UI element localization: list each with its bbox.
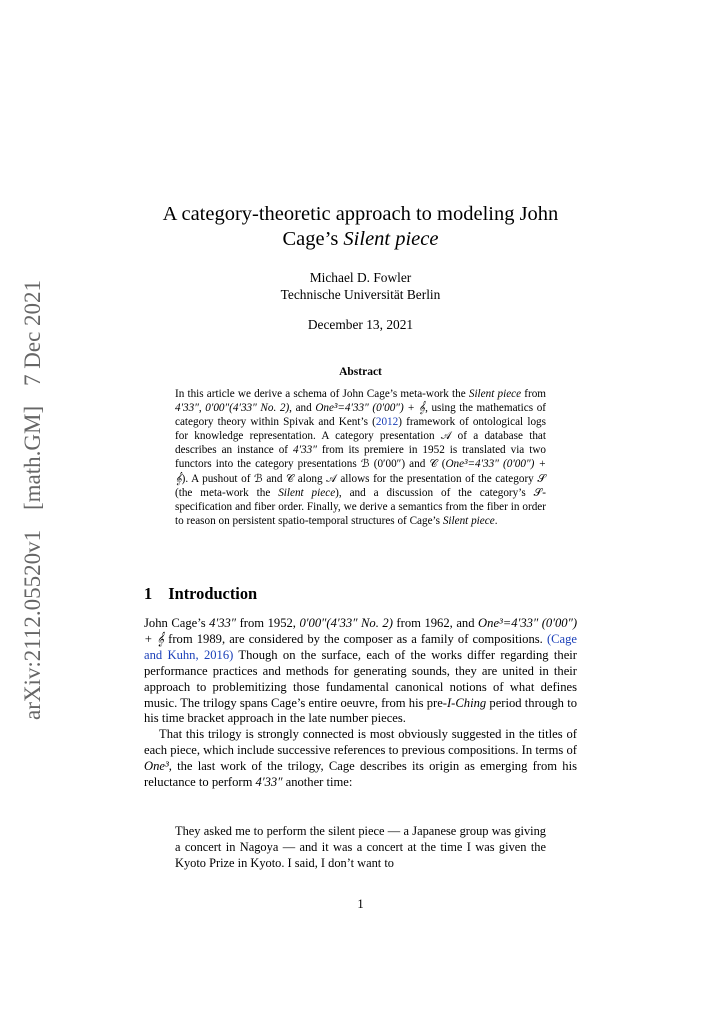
title-line-2 [144,227,577,252]
section-title: Introduction [168,584,258,603]
intro-paragraph-1: John Cage’s 4′33″ from 1952, 0′00″(4′33″ No. 2) from 1962, and One³=4′33″ (0′00″) + 𝄞 from 1989, are considered by the composer as a family of compositions. (Cage and Kuhn, 2016) Though on the surface, each of the works differ regarding their performance practices and methods for generating sounds, they are united in their approach to problemitizing those fundamental canonical notions of what defines music. The trilogy spans Cage’s entire oeuvre, from his pre-I-Ching period through to his time bracket approach in the late number pieces. [144,616,578,726]
paper-title [144,202,577,252]
block-quote: They asked me to perform the silent piece — a Japanese group was giving a concert in Nagoya — and it was a concert at the time I was given the Kyoto Prize in Kyoto. I said, I don’t want to [175,824,546,870]
title-line-1: A category-theoretic approach to modeling John [162,203,559,225]
section-number: 1 [144,584,153,603]
section-heading [144,584,257,604]
abstract-text: In this article we derive a schema of John Cage’s meta-work the Silent piece from 4′33″, 0′00″(4′33″ No. 2), and One³=4′33″ (0′00″) + 𝄞, using the mathematics of category theory within Spivak and Kent’s (2012) framework of ontological logs for knowledge representation. A category presentation 𝒜 of a database that describes an instance of 4′33″ from its premiere in 1952 is translated via two functors into the category presentations ℬ (0′00″) and 𝒞 (One³=4′33″ (0′00″) + 𝄞). A pushout of ℬ and 𝒞 along 𝒜 allows for the presentation of the category 𝒮 (the meta-work the Silent piece), and a discussion of the category’s 𝒮-specification and fiber order. Finally, we derive a semantics from the fiber in order to reason on persistent spatio-temporal structures of Cage’s Silent piece. [175,388,547,527]
paper-date: December 13, 2021 [307,317,414,332]
arxiv-sidebar-stamp [20,280,46,720]
page-number: 1 [357,897,364,911]
author-name: Michael D. Fowler [309,270,412,285]
intro-paragraph-2: That this trilogy is strongly connected is most obviously suggested in the titles of each piece, which include successive references to previous compositions. In terms of One³, the last work of the trilogy, Cage describes its origin as emerging from his reluctance to perform 4′33″ another time: [144,727,577,790]
author-block [144,270,577,303]
arxiv-category: [math.GM] [20,405,45,511]
arxiv-id: arXiv:2112.05520v1 [20,529,45,720]
title-italic: Silent piece [343,228,439,250]
citation-link[interactable]: 2012 [375,416,399,429]
abstract-heading: Abstract [339,366,382,378]
title-text: Cage’s [282,228,344,250]
intro-body [144,616,577,791]
author-affiliation: Technische Universität Berlin [280,286,441,302]
citation-link[interactable]: (Cage and Kuhn, 2016) [144,631,578,662]
arxiv-date: 7 Dec 2021 [20,280,45,387]
